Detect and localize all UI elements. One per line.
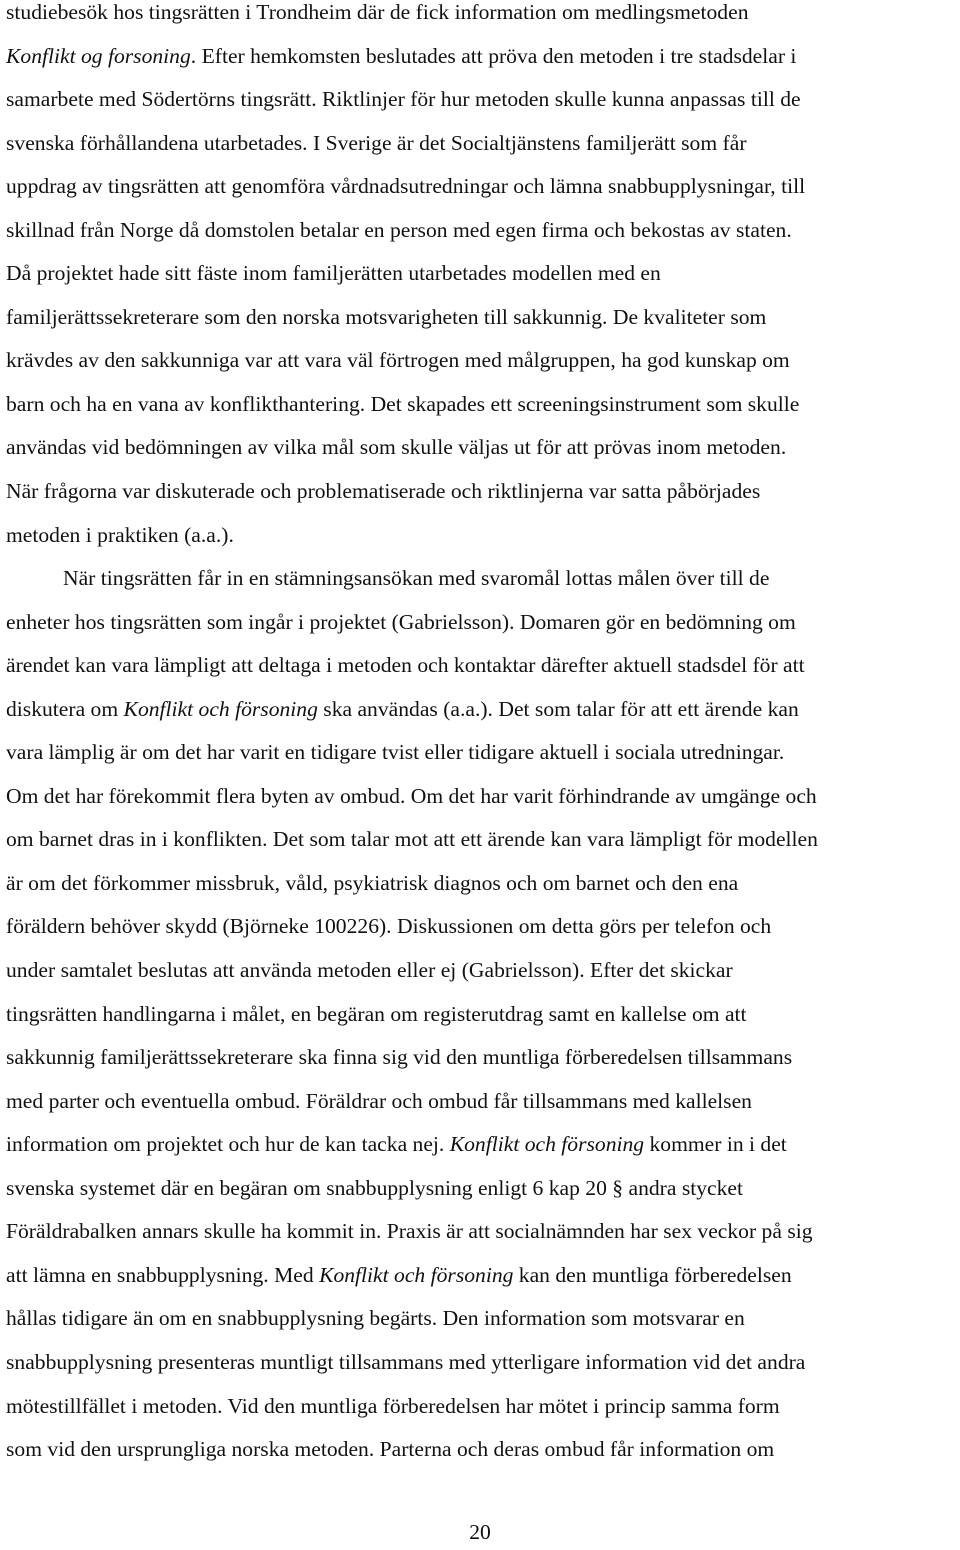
text-segment: under samtalet beslutas att använda metoden eller ej (Gabrielsson). Efter det skickar <box>6 958 733 983</box>
text-line <box>6 1254 956 1298</box>
text-line <box>6 644 956 688</box>
text-segment: är om det förkommer missbruk, våld, psykiatrisk diagnos och om barnet och den ena <box>6 870 739 895</box>
text-segment: information om projektet och hur de kan tacka nej. <box>6 1132 450 1157</box>
text-segment: enheter hos tingsrätten som ingår i projektet (Gabrielsson). Domaren gör en bedömning om <box>6 609 796 634</box>
text-line <box>6 78 956 122</box>
text-line <box>6 731 956 775</box>
text-line <box>6 775 956 819</box>
text-segment: hållas tidigare än om en snabbupplysning begärts. Den information som motsvarar en <box>6 1306 745 1331</box>
italic-title-text: Konflikt och försoning <box>449 1132 645 1157</box>
text-segment: När tingsrätten får in en stämningsansökan med svaromål lottas målen över till de <box>63 566 770 591</box>
text-segment: skillnad från Norge då domstolen betalar en person med egen firma och bekostas av staten. <box>6 217 792 242</box>
text-line <box>6 1297 956 1341</box>
text-segment: vara lämplig är om det har varit en tidigare tvist eller tidigare aktuell i sociala utredningar. <box>6 740 785 765</box>
text-segment: studiebesök hos tingsrätten i Trondheim där de fick information om medlingsmetoden <box>6 0 749 24</box>
text-segment: diskutera om <box>6 696 124 721</box>
text-line <box>6 1210 956 1254</box>
text-segment: användas vid bedömningen av vilka mål som skulle väljas ut för att prövas inom metoden. <box>6 435 787 460</box>
text-line <box>6 1036 956 1080</box>
text-segment: tingsrätten handlingarna i målet, en begäran om registerutdrag samt en kallelse om att <box>6 1001 747 1026</box>
text-line <box>6 1167 956 1211</box>
text-segment: Om det har förekommit flera byten av ombud. Om det har varit förhindrande av umgänge och <box>6 783 817 808</box>
text-segment: med parter och eventuella ombud. Föräldrar och ombud får tillsammans med kallelsen <box>6 1088 752 1113</box>
text-segment: När frågorna var diskuterade och problematiserade och riktlinjerna var satta påbörjades <box>6 479 761 504</box>
text-line <box>6 557 956 601</box>
text-segment: om barnet dras in i konflikten. Det som talar mot att ett ärende kan vara lämpligt för modellen <box>6 827 818 852</box>
text-segment: kan den muntliga förberedelsen <box>513 1262 792 1287</box>
text-line <box>6 122 956 166</box>
text-line <box>6 949 956 993</box>
italic-title-text: Konflikt och försoning <box>319 1262 514 1287</box>
text-line <box>6 252 956 296</box>
text-line <box>6 35 956 79</box>
text-segment: ärendet kan vara lämpligt att deltaga i metoden och kontaktar därefter aktuell stadsdel för att <box>6 653 805 678</box>
text-line <box>6 1428 956 1472</box>
text-segment: föräldern behöver skydd (Björneke 100226). Diskussionen om detta görs per telefon och <box>6 914 772 939</box>
text-segment: mötestillfället i metoden. Vid den muntliga förberedelsen har mötet i princip samma form <box>6 1393 780 1418</box>
text-line <box>6 905 956 949</box>
text-line <box>6 339 956 383</box>
text-line <box>6 296 956 340</box>
text-line <box>6 818 956 862</box>
text-segment: uppdrag av tingsrätten att genomföra vårdnadsutredningar och lämna snabbupplysningar, till <box>6 174 806 199</box>
text-segment: snabbupplysning presenteras muntligt tillsammans med ytterligare information vid det andra <box>6 1349 806 1374</box>
text-segment: ska användas (a.a.). Det som talar för att ett ärende kan <box>317 696 799 721</box>
text-line <box>6 1080 956 1124</box>
italic-title-text: Konflikt og forsoning <box>6 43 191 68</box>
text-segment: svenska systemet där en begäran om snabbupplysning enligt 6 kap 20 § andra stycket <box>6 1175 744 1200</box>
text-line <box>6 1123 956 1167</box>
italic-title-text: Konflikt och försoning <box>123 696 318 721</box>
text-line <box>6 209 956 253</box>
text-line <box>6 862 956 906</box>
text-segment: som vid den ursprungliga norska metoden. Parterna och deras ombud får information om <box>6 1437 775 1462</box>
text-segment: barn och ha en vana av konflikthantering. Det skapades ett screeningsinstrument som skulle <box>6 391 800 416</box>
text-line <box>6 470 956 514</box>
text-line <box>6 601 956 645</box>
text-line <box>6 0 956 35</box>
text-segment: krävdes av den sakkunniga var att vara väl förtrogen med målgruppen, ha god kunskap om <box>6 348 790 373</box>
text-segment: familjerättssekreterare som den norska motsvarigheten till sakkunnig. De kvaliteter som <box>6 304 767 329</box>
text-segment: svenska förhållandena utarbetades. I Sverige är det Socialtjänstens familjerätt som får <box>6 130 747 155</box>
text-segment: kommer in i det <box>644 1132 787 1157</box>
text-line <box>6 514 956 558</box>
text-line <box>6 1385 956 1429</box>
text-segment: Då projektet hade sitt fäste inom familjerätten utarbetades modellen med en <box>6 261 661 286</box>
text-line <box>6 383 956 427</box>
page-number: 20 <box>469 1520 491 1544</box>
text-segment: att lämna en snabbupplysning. Med <box>6 1262 320 1287</box>
text-line <box>6 993 956 1037</box>
text-segment: Föräldrabalken annars skulle ha kommit in. Praxis är att socialnämnden har sex veckor på sig <box>6 1219 813 1244</box>
text-line <box>6 1341 956 1385</box>
text-line <box>6 165 956 209</box>
text-line <box>6 688 956 732</box>
body-text <box>6 0 956 1472</box>
text-segment: . Efter hemkomsten beslutades att pröva den metoden i tre stadsdelar i <box>190 43 797 68</box>
text-line <box>6 426 956 470</box>
text-segment: samarbete med Södertörns tingsrätt. Riktlinjer för hur metoden skulle kunna anpassas till de <box>6 87 801 112</box>
text-segment: metoden i praktiken (a.a.). <box>6 522 234 547</box>
text-segment: sakkunnig familjerättssekreterare ska finna sig vid den muntliga förberedelsen tillsammans <box>6 1045 793 1070</box>
